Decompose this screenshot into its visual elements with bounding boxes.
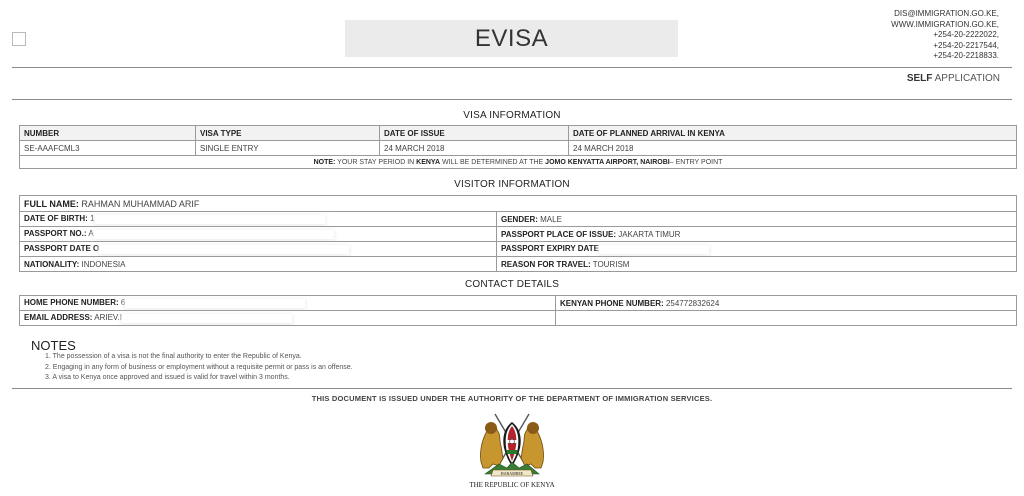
reason-value: TOURISM <box>590 259 630 269</box>
dob-label: DATE OF BIRTH: <box>24 214 88 224</box>
contact-phone-2: +254-20-2217544, <box>933 40 999 50</box>
visa-info-table <box>19 125 1017 169</box>
redaction-overlay <box>99 245 349 254</box>
redaction-overlay <box>599 245 709 254</box>
col-planned-arrival: DATE OF PLANNED ARRIVAL IN KENYA <box>569 126 1017 141</box>
email-row <box>20 311 1017 326</box>
dob-value: 1 <box>87 214 95 224</box>
passport-no-label: PASSPORT NO.: <box>24 229 87 239</box>
note-text-3: – ENTRY POINT <box>669 158 723 166</box>
col-number: NUMBER <box>20 126 196 141</box>
visa-type: SINGLE ENTRY <box>196 141 380 156</box>
divider-2 <box>12 99 1012 100</box>
reason-label: REASON FOR TRAVEL: <box>501 259 591 269</box>
nationality-value: INDONESIA <box>79 259 126 269</box>
home-phone-label: HOME PHONE NUMBER: <box>24 298 119 308</box>
passport-expiry-label: PASSPORT EXPIRY DATE <box>501 244 599 254</box>
contact-details-table <box>19 295 1017 326</box>
visa-info-value-row <box>20 141 1017 156</box>
note-item: 3. A visa to Kenya once approved and issued is valid for travel within 3 months. <box>45 374 290 381</box>
divider-top <box>12 67 1012 68</box>
reason-cell <box>497 257 1017 272</box>
note-label: NOTE: <box>313 158 336 166</box>
page-title: EVISA <box>345 20 678 57</box>
passport-date-cell <box>20 242 497 257</box>
redaction-overlay <box>94 230 334 239</box>
redaction-overlay <box>95 215 325 224</box>
note-text-1: YOUR STAY PERIOD IN <box>335 158 417 166</box>
visa-info-title: VISA INFORMATION <box>463 110 561 121</box>
passport-date-label: PASSPORT DATE O <box>24 244 100 254</box>
kenyan-phone-label: KENYAN PHONE NUMBER: <box>560 298 664 308</box>
divider-3 <box>12 388 1012 389</box>
col-visa-type: VISA TYPE <box>196 126 380 141</box>
passport-place-cell <box>497 227 1017 242</box>
passport-no-value: A <box>86 229 94 239</box>
nationality-label: NATIONALITY: <box>24 259 80 269</box>
notes-title: NOTES <box>31 338 76 353</box>
redaction-overlay <box>125 299 305 308</box>
full-name-label: FULL NAME: <box>24 198 79 209</box>
email-cell <box>20 311 556 326</box>
nationality-row <box>20 257 1017 272</box>
email-value: ARIEV.I <box>92 313 122 323</box>
visitor-info-title: VISITOR INFORMATION <box>454 179 570 190</box>
email-label: EMAIL ADDRESS: <box>24 313 93 323</box>
republic-caption: THE REPUBLIC OF KENYA <box>469 481 555 489</box>
passport-expiry-cell <box>497 242 1017 257</box>
planned-arrival-date: 24 MARCH 2018 <box>569 141 1017 156</box>
passport-place-value: JAKARTA TIMUR <box>615 229 681 239</box>
kenyan-phone-value: 254772832624 <box>663 298 720 308</box>
passport-no-cell <box>20 227 497 242</box>
full-name-cell <box>20 196 1017 212</box>
home-phone-cell <box>20 296 556 311</box>
authority-statement: THIS DOCUMENT IS ISSUED UNDER THE AUTHORITY OF THE DEPARTMENT OF IMMIGRATION SERVICES. <box>311 394 713 403</box>
phone-row <box>20 296 1017 311</box>
selection-checkbox[interactable] <box>12 32 26 46</box>
application-type <box>907 73 1000 84</box>
contact-details-title: CONTACT DETAILS <box>464 279 560 290</box>
emblem-motto: HARAMBEE <box>500 470 524 476</box>
contact-phone-1: +254-20-2222022, <box>933 30 999 40</box>
contact-info-block <box>891 9 999 62</box>
kenyan-phone-cell <box>556 296 1017 311</box>
full-name-value: RAHMAN MUHAMMAD ARIF <box>78 198 200 209</box>
contact-phone-3: +254-20-2218833. <box>933 51 999 61</box>
contact-email: DIS@IMMIGRATION.GO.KE, <box>894 9 999 18</box>
email-empty-cell <box>556 311 1017 326</box>
dob-cell <box>20 212 497 227</box>
home-phone-value: 6 <box>118 298 126 308</box>
visitor-info-table <box>19 195 1017 272</box>
notes-list <box>45 352 353 384</box>
visa-number: SE-AAAFCML3 <box>20 141 196 156</box>
col-date-of-issue: DATE OF ISSUE <box>380 126 569 141</box>
gender-value: MALE <box>537 214 562 224</box>
nationality-cell <box>20 257 497 272</box>
contact-website: WWW.IMMIGRATION.GO.KE, <box>891 19 999 29</box>
note-kenya: KENYA <box>416 158 441 166</box>
visa-note-row <box>20 156 1017 169</box>
passport-dates-row <box>20 242 1017 257</box>
redaction-overlay <box>122 314 292 323</box>
dob-row <box>20 212 1017 227</box>
gender-cell <box>497 212 1017 227</box>
passport-no-row <box>20 227 1017 242</box>
note-item: 1. The possession of a visa is not the final authority to enter the Republic of Kenya. <box>45 353 302 360</box>
visa-note <box>20 156 1017 169</box>
gender-label: GENDER: <box>501 214 538 224</box>
note-text-2: WILL BE DETERMINED AT THE <box>440 158 546 166</box>
visa-info-header-row <box>20 126 1017 141</box>
kenya-coat-of-arms-icon <box>475 410 549 480</box>
note-airport: JOMO KENYATTA AIRPORT, NAIROBI <box>545 158 670 166</box>
application-type-rest: APPLICATION <box>932 73 1000 84</box>
date-of-issue: 24 MARCH 2018 <box>380 141 569 156</box>
note-item: 2. Engaging in any form of business or employment without a requisite permit or pass is an offense. <box>45 363 353 371</box>
passport-place-label: PASSPORT PLACE OF ISSUE: <box>501 229 616 239</box>
full-name-row <box>20 196 1017 212</box>
application-type-bold: SELF <box>906 73 933 84</box>
